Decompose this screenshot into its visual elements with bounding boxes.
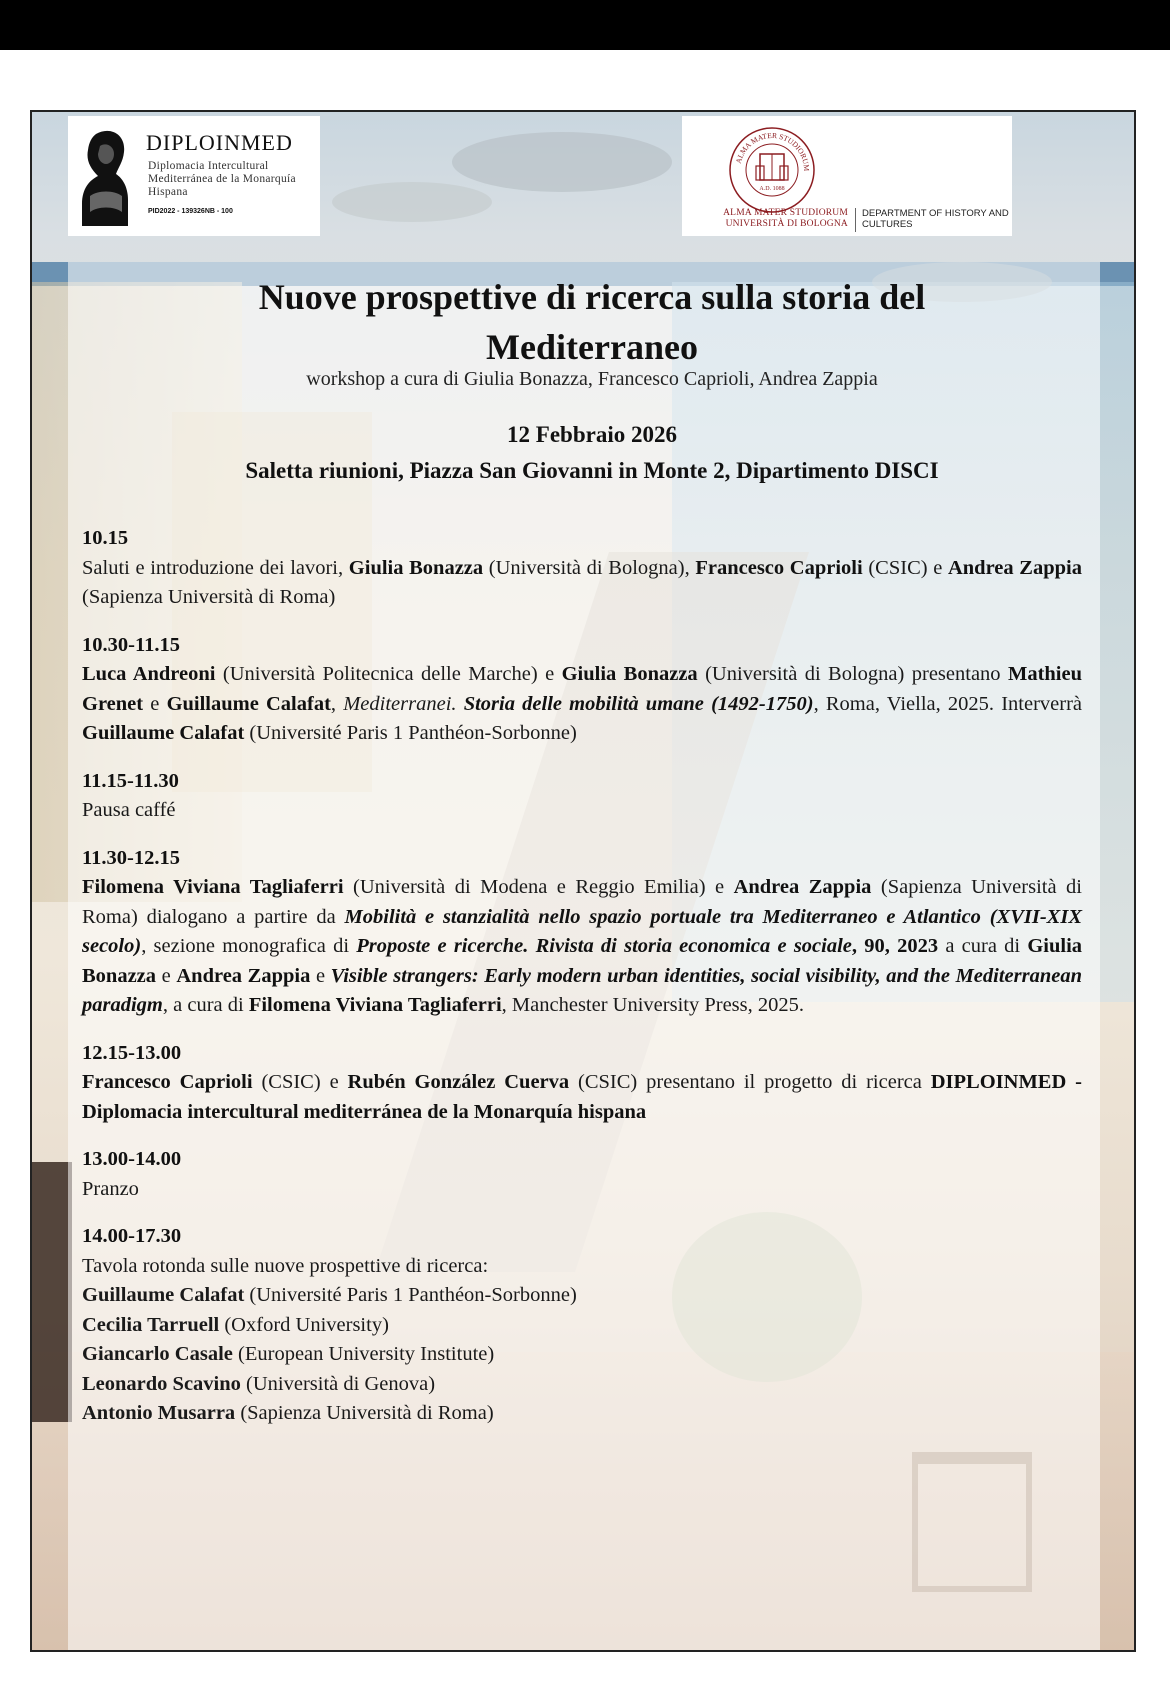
- speaker-or-title: Filomena Viviana Tagliaferri: [248, 994, 502, 1016]
- slot-text: , sezione monografica di: [141, 935, 357, 957]
- event-date: 12 Febbraio 2026: [507, 422, 677, 447]
- speaker-or-title: Andrea Zappia: [176, 964, 311, 987]
- title-line-2: Mediterraneo: [486, 327, 698, 367]
- title-line-1: Nuove prospettive di ricerca sulla storia del: [258, 277, 926, 317]
- logo-name: DIPLOINMED: [146, 130, 293, 155]
- slot-text: ,: [330, 692, 344, 715]
- speaker-or-title: Filomena Viviana Tagliaferri: [82, 876, 344, 898]
- slot-description: [82, 873, 1082, 1021]
- workshop-curators: workshop a cura di Giulia Bonazza, Francesco Caprioli, Andrea Zappia: [306, 368, 878, 390]
- roundtable-speaker: [82, 1311, 1082, 1341]
- roundtable-speaker: [82, 1281, 1082, 1311]
- speaker-or-title: Visible strangers: Early modern urban identities, social visibility, and the Mediterranean paradigm: [82, 964, 1082, 1016]
- slot-text: e: [310, 964, 331, 987]
- speaker-or-title: Giulia Bonazza: [348, 556, 484, 579]
- university-name: ALMA MATER STUDIORUM UNIVERSITÀ DI BOLOGNA: [723, 208, 848, 229]
- slot-description: [82, 1175, 1082, 1205]
- bust-icon: [76, 126, 136, 226]
- speaker-or-title: Giulia Bonazza: [561, 663, 698, 685]
- seal-text: ALMA MATER STUDIORUM: [733, 130, 812, 172]
- slot-time: 11.15-11.30: [82, 769, 179, 792]
- speaker-name: Leonardo Scavino: [82, 1372, 241, 1395]
- speaker-affiliation: (Oxford University): [219, 1313, 389, 1336]
- event-poster: [30, 110, 1136, 1652]
- painting-shadow: [32, 1162, 72, 1422]
- speaker-name: Antonio Musarra: [82, 1402, 236, 1424]
- project-code: PID2022 - 139326NB - 100: [148, 208, 233, 215]
- speaker-or-title: DIPLOINMED - Diplomacia intercultural mediterránea de la Monarquía hispana: [82, 1071, 1082, 1123]
- program-slot: [82, 1039, 1082, 1128]
- speaker-or-title: Rubén González Cuerva: [347, 1071, 570, 1093]
- slot-description: [82, 796, 1082, 826]
- program-slot: [82, 524, 1082, 613]
- speaker-or-title: Mathieu Grenet: [82, 663, 1082, 715]
- slot-text: (Sapienza Università di Roma) dialogano a partire da: [82, 876, 1082, 928]
- slot-text: (Sapienza Università di Roma): [82, 586, 336, 608]
- department-name: DEPARTMENT OF HISTORY AND CULTURES: [862, 208, 1009, 230]
- program-slot: [82, 1145, 1082, 1204]
- roundtable-speaker: [82, 1340, 1082, 1370]
- speaker-or-title: Andrea Zappia: [947, 556, 1082, 579]
- slot-time: 10.15: [82, 527, 129, 549]
- unibo-logo: [682, 116, 1012, 236]
- university-seal-icon: [728, 126, 816, 214]
- roundtable-intro: Tavola rotonda sulle nuove prospettive di ricerca:: [82, 1254, 489, 1277]
- speaker-or-title: Proposte e ricerche. Rivista di storia economica e sociale: [356, 935, 852, 957]
- event-venue: Saletta riunioni, Piazza San Giovanni in Monte 2, Dipartimento DISCI: [245, 458, 939, 483]
- slot-text: , Manchester University Press, 2025.: [501, 994, 804, 1016]
- speaker-or-title: , 90, 2023: [851, 935, 939, 957]
- logo-divider: [855, 208, 856, 232]
- speaker-or-title: Andrea Zappia: [733, 876, 872, 898]
- program-slot: [82, 631, 1082, 749]
- slot-text: Mediterranei.: [343, 692, 457, 715]
- speaker-affiliation: (Sapienza Università di Roma): [235, 1402, 494, 1424]
- slot-description: [82, 1068, 1082, 1127]
- painting-cloud: [452, 132, 672, 192]
- slot-text: (CSIC) e: [862, 556, 948, 579]
- slot-text: (CSIC) presentano il progetto di ricerca: [569, 1071, 931, 1093]
- speaker-or-title: Giulia Bonazza: [82, 935, 1083, 987]
- diploinmed-logo: [68, 116, 320, 236]
- slot-text: (Università Politecnica delle Marche) e: [215, 663, 562, 685]
- speaker-affiliation: (Université Paris 1 Panthéon-Sorbonne): [244, 1284, 577, 1306]
- slot-text: [457, 693, 464, 715]
- seal-year: A.D. 1088: [759, 186, 785, 192]
- slot-text: (Università di Bologna),: [483, 556, 696, 579]
- slot-text: Pranzo: [82, 1177, 139, 1200]
- painting-cloud: [332, 182, 492, 222]
- slot-description: [82, 554, 1082, 613]
- page-title: [102, 272, 1082, 372]
- speaker-or-title: Guillaume Calafat: [82, 722, 245, 744]
- speaker-name: Guillaume Calafat: [82, 1284, 245, 1306]
- speaker-affiliation: (European University Institute): [232, 1343, 495, 1365]
- speaker-or-title: Mobilità e stanzialità nello spazio portuale tra Mediterraneo e Atlantico (XVII-XIX secolo): [82, 905, 1083, 957]
- slot-text: (Università di Bologna) presentano: [697, 663, 1008, 685]
- logo-subtitle: Diplomacia Intercultural Mediterránea de la Monarquía Hispana: [148, 160, 296, 198]
- program-slot: [82, 844, 1082, 1021]
- slot-text: (Université Paris 1 Panthéon-Sorbonne): [244, 722, 577, 744]
- roundtable-speaker: [82, 1370, 1082, 1400]
- slot-description: [82, 660, 1082, 749]
- slot-text: (CSIC) e: [252, 1071, 348, 1093]
- program-slot: [82, 1222, 1082, 1429]
- program-schedule: [82, 524, 1082, 1447]
- slot-text: (Università di Modena e Reggio Emilia) e: [343, 876, 734, 898]
- slot-time: 11.30-12.15: [82, 846, 180, 869]
- slot-text: , a cura di: [162, 994, 249, 1016]
- slot-time: 13.00-14.00: [82, 1148, 182, 1170]
- roundtable-speaker: [82, 1399, 1082, 1429]
- slot-text: a cura di: [938, 935, 1028, 957]
- speaker-or-title: Storia delle mobilità umane (1492-1750): [463, 692, 814, 715]
- slot-text: Pausa caffé: [82, 799, 176, 821]
- speaker-or-title: Guillaume Calafat: [166, 692, 331, 715]
- speaker-name: Cecilia Tarruell: [82, 1313, 220, 1336]
- slot-time: 10.30-11.15: [82, 633, 180, 656]
- speaker-or-title: Francesco Caprioli: [695, 556, 863, 579]
- slot-text: Saluti e introduzione dei lavori,: [82, 556, 349, 579]
- speaker-affiliation: (Università di Genova): [240, 1372, 436, 1395]
- top-black-bar: [0, 0, 1170, 50]
- slot-time: 12.15-13.00: [82, 1041, 182, 1064]
- speaker-or-title: Luca Andreoni: [82, 663, 216, 685]
- program-slot: [82, 767, 1082, 826]
- speaker-or-title: Francesco Caprioli: [82, 1071, 253, 1093]
- slot-text: , Roma, Viella, 2025. Interverrà: [813, 692, 1083, 715]
- speaker-name: Giancarlo Casale: [82, 1343, 233, 1365]
- slot-text: e: [143, 692, 167, 715]
- slot-text: e: [156, 964, 177, 987]
- slot-time: 14.00-17.30: [82, 1225, 182, 1247]
